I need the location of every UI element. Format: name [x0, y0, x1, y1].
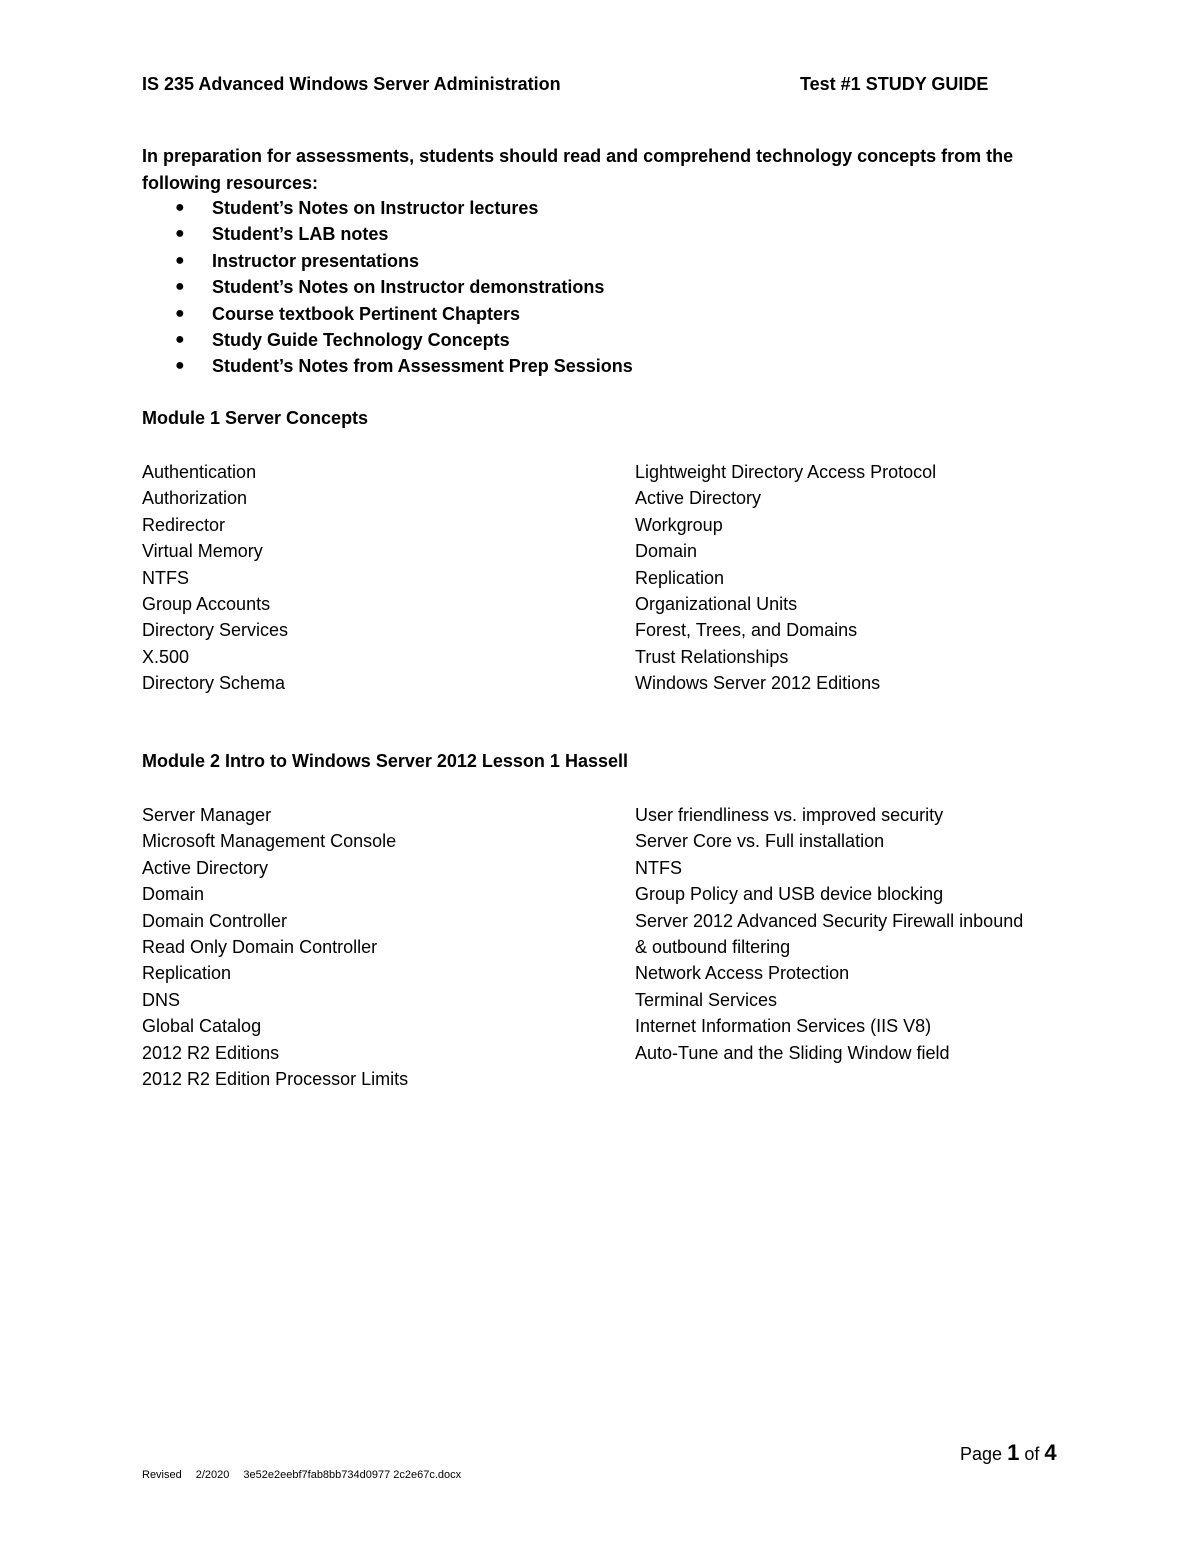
module1-left-column [142, 459, 288, 697]
module1-heading: Module 1 Server Concepts [142, 408, 369, 428]
list-item: Directory Schema [142, 673, 286, 694]
list-item: User friendliness vs. improved security [635, 805, 944, 825]
current-page: 1 [1007, 1440, 1020, 1465]
revised-label: Revised [142, 1469, 182, 1481]
revised-date: 2/2020 [195, 1469, 230, 1481]
bullet-icon: ● [175, 251, 185, 269]
list-item: Directory Services [142, 620, 289, 641]
bullet-icon: ● [175, 357, 185, 375]
course-title: IS 235 Advanced Windows Server Administration [142, 74, 561, 94]
list-item: Microsoft Management Console [142, 831, 397, 852]
bullet-icon: ● [175, 225, 185, 243]
list-item: Workgroup [635, 514, 723, 535]
list-item [142, 327, 633, 353]
page-number [960, 1440, 1057, 1466]
list-item: DNS [142, 989, 181, 1010]
list-item: Group Policy and USB device blocking [635, 884, 944, 905]
list-item: Redirector [142, 514, 226, 535]
resources-list [142, 195, 633, 380]
module2-heading: Module 2 Intro to Windows Server 2012 Lesson 1 Hassell [142, 751, 628, 771]
bullet-icon: ● [175, 330, 185, 348]
of-word: of [1024, 1444, 1040, 1464]
list-item: Trust Relationships [635, 646, 789, 667]
module2-left-column [142, 802, 408, 1092]
revision-line [142, 1469, 461, 1481]
list-item: Forest, Trees, and Domains [635, 620, 858, 641]
list-item: 2012 R2 Edition Processor Limits [142, 1068, 409, 1089]
guide-title: Test #1 STUDY GUIDE [800, 74, 989, 94]
list-item [142, 301, 633, 327]
list-item-text: Course textbook Pertinent Chapters [212, 303, 521, 324]
list-item: Replication [142, 963, 232, 984]
list-item: Domain [142, 884, 205, 905]
list-item-text: Instructor presentations [212, 250, 420, 271]
list-item: Authentication [142, 462, 257, 482]
list-item-text: Student’s Notes from Assessment Prep Sessions [212, 356, 633, 377]
list-item: 2012 R2 Editions [142, 1042, 280, 1063]
list-item: Organizational Units [635, 593, 798, 614]
page-word: Page [960, 1444, 1003, 1464]
list-item: Server Manager [142, 805, 272, 825]
list-item: Server Core vs. Full installation [635, 831, 885, 852]
list-item: Lightweight Directory Access Protocol [635, 462, 937, 482]
list-item: & outbound filtering [635, 936, 791, 957]
list-item-text: Study Guide Technology Concepts [212, 329, 510, 350]
bullet-icon: ● [175, 278, 185, 296]
list-item: Active Directory [635, 488, 762, 509]
list-item [142, 248, 633, 274]
bullet-icon: ● [175, 199, 185, 216]
list-item: Authorization [142, 488, 248, 509]
intro-paragraph: In preparation for assessments, students should read and comprehend technology concepts from the following resources: [142, 146, 1014, 193]
file-name: 3e52e2eebf7fab8bb734d0977 2c2e67c.docx [243, 1469, 462, 1481]
list-item-text: Student’s Notes on Instructor demonstrations [212, 277, 605, 298]
list-item: NTFS [635, 857, 682, 878]
list-item: Domain Controller [142, 910, 288, 931]
list-item: Server 2012 Advanced Security Firewall inbound [635, 910, 1024, 931]
list-item: Global Catalog [142, 1016, 262, 1037]
list-item: Read Only Domain Controller [142, 936, 378, 957]
list-item [142, 353, 633, 379]
module1-right-column [635, 459, 936, 697]
list-item: Internet Information Services (IIS V8) [635, 1016, 932, 1037]
total-pages: 4 [1044, 1440, 1057, 1465]
list-item: NTFS [142, 567, 189, 588]
list-item: Replication [635, 567, 725, 588]
list-item: Domain [635, 541, 698, 562]
list-item: Active Directory [142, 857, 269, 878]
list-item: Group Accounts [142, 593, 271, 614]
list-item: Network Access Protection [635, 963, 850, 984]
list-item: Terminal Services [635, 989, 778, 1010]
module2-right-column [635, 802, 1023, 1066]
list-item: Auto-Tune and the Sliding Window field [635, 1042, 950, 1063]
bullet-icon: ● [175, 304, 185, 322]
list-item: X.500 [142, 646, 190, 667]
list-item-text: Student’s LAB notes [212, 224, 389, 245]
list-item: Windows Server 2012 Editions [635, 673, 881, 694]
list-item: Virtual Memory [142, 541, 263, 562]
list-item-text: Student’s Notes on Instructor lectures [212, 198, 539, 218]
list-item [142, 274, 633, 300]
list-item [142, 195, 633, 221]
list-item [142, 221, 633, 247]
